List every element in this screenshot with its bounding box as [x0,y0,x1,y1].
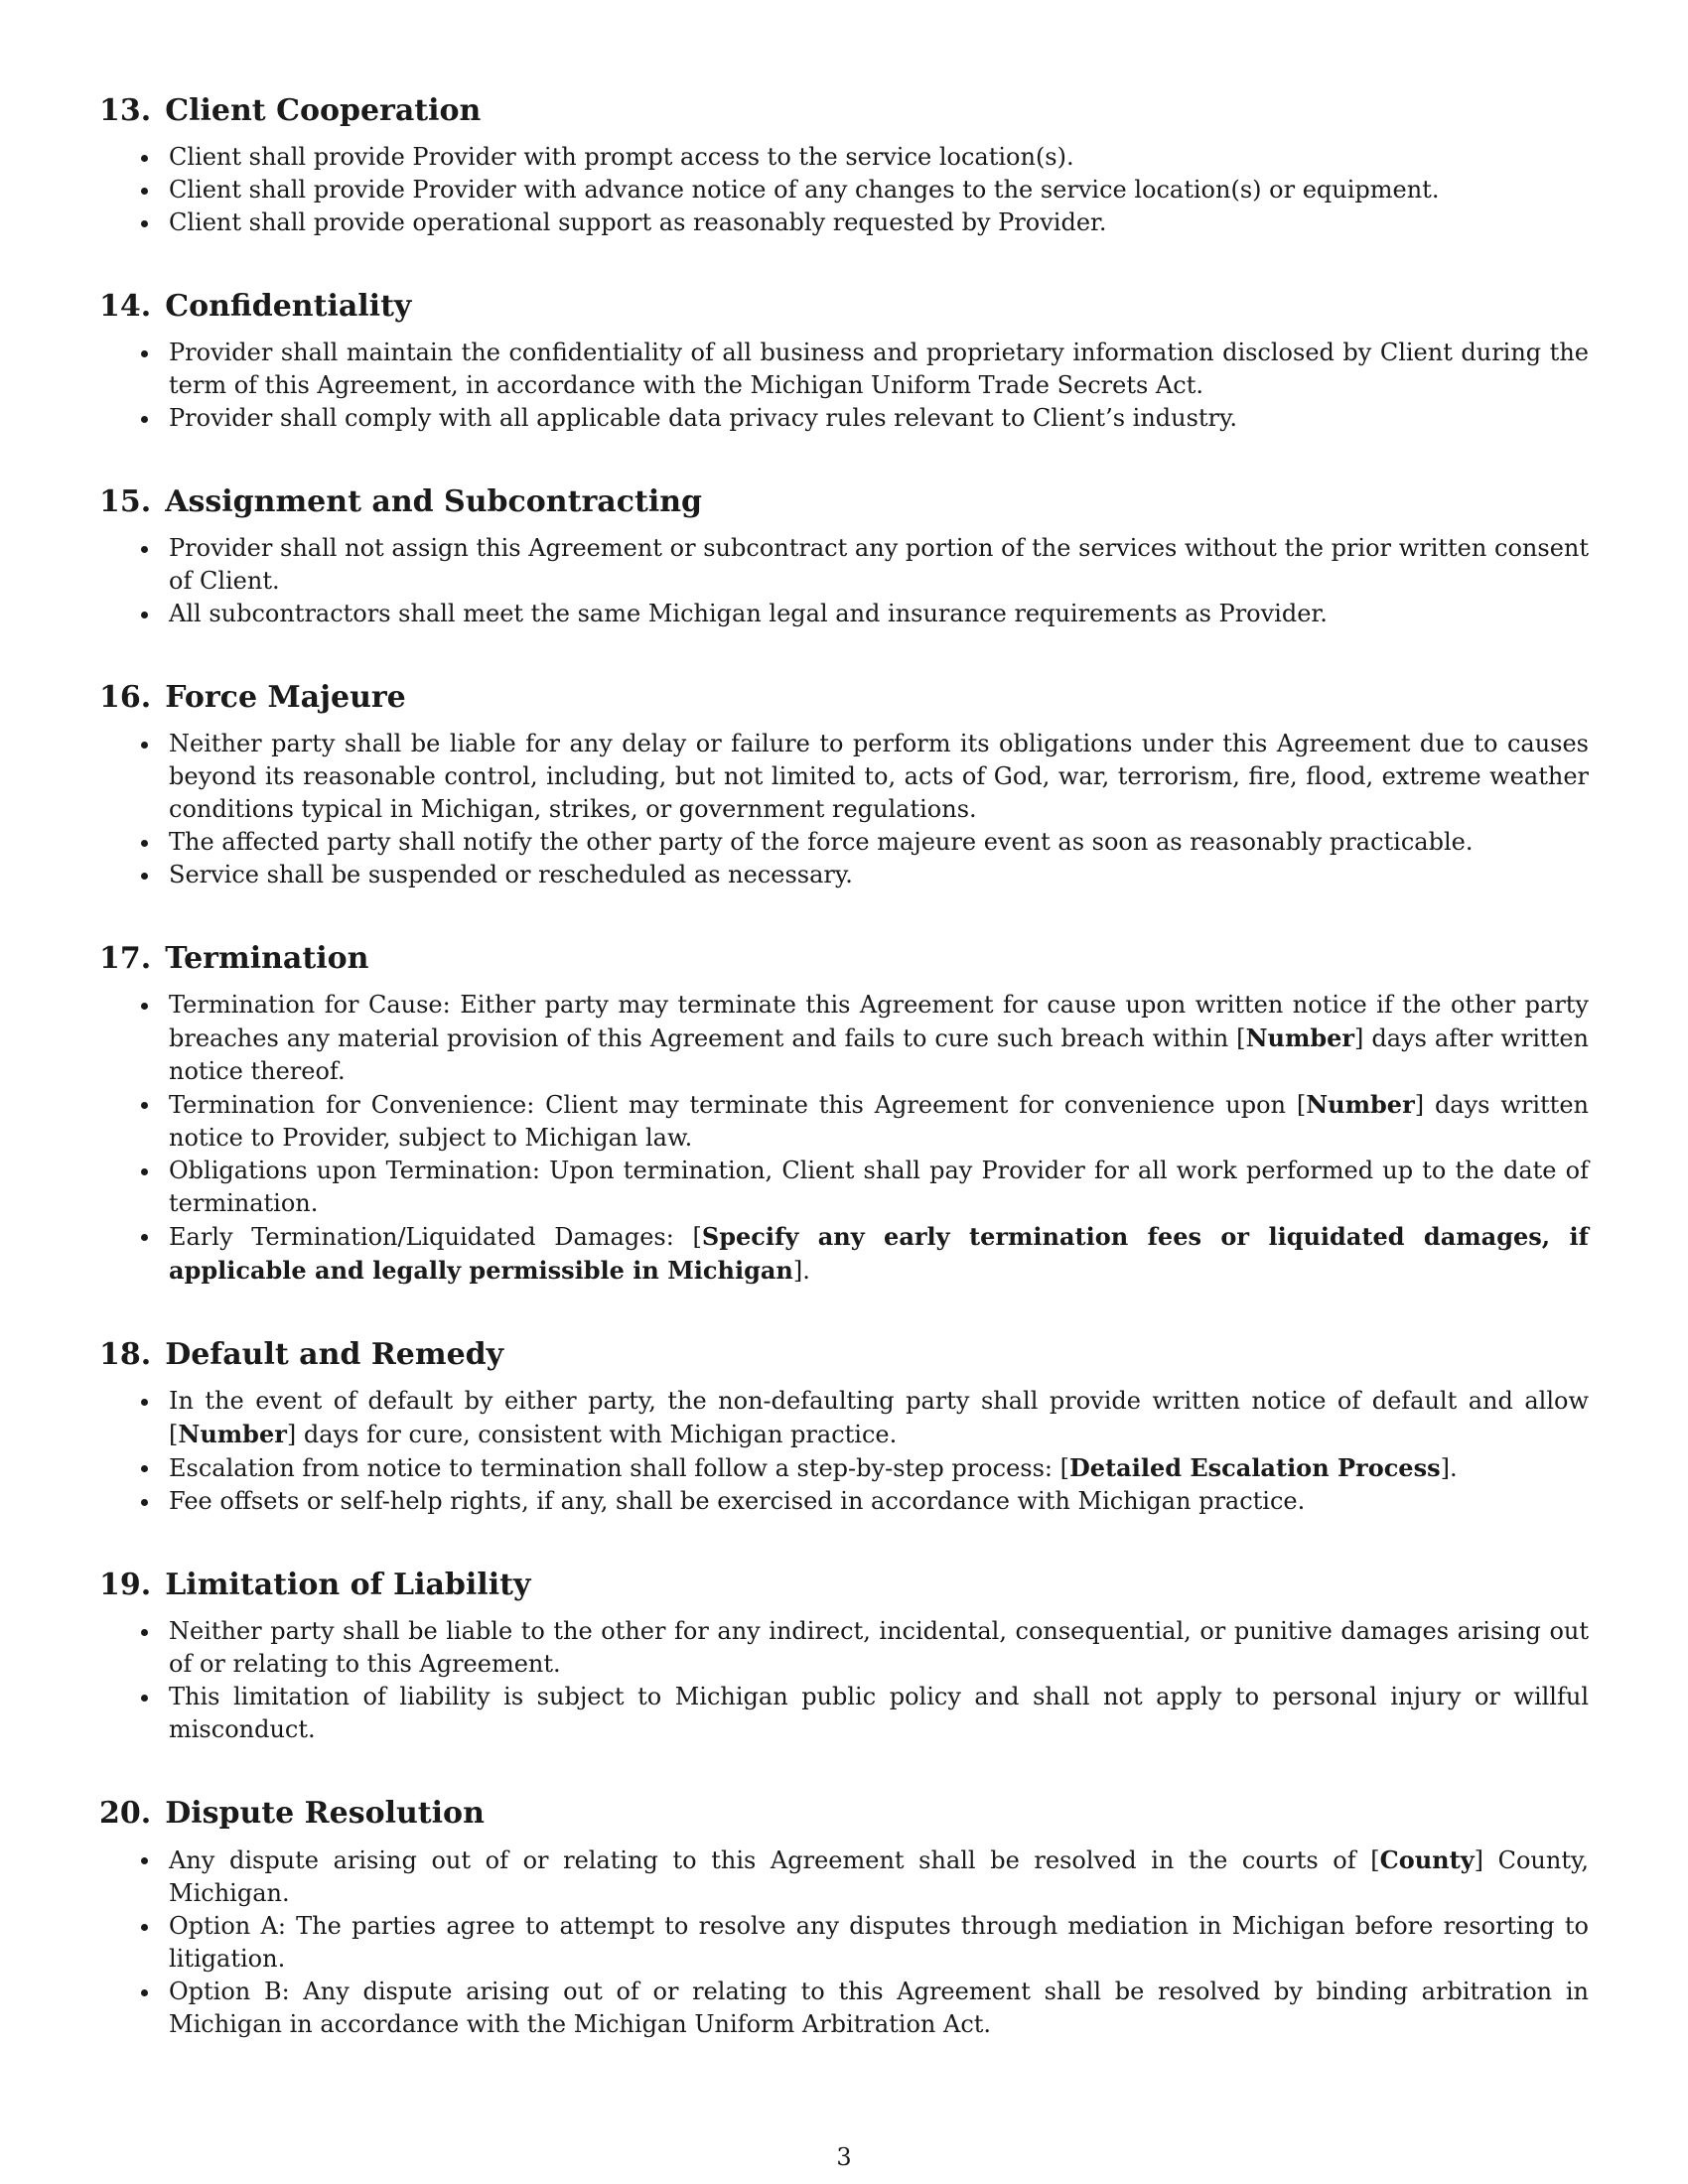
bullet-icon [141,1168,148,1175]
section-17 [99,939,1589,1288]
section-number: 19. [99,1568,152,1602]
placeholder-text: Detailed Escalation Process [1068,1453,1441,1482]
item-text: Provider shall comply with all applicable data privacy rules relevant to Client’s industry. [169,404,1238,432]
section-13 [99,91,1589,239]
section-heading [99,287,1589,327]
list-item [99,174,1589,206]
bullet-icon [141,1399,148,1406]
bullet-icon [141,1989,148,1996]
list-item [99,1155,1589,1220]
list-item [99,1681,1589,1746]
placeholder-text: Number [1245,1024,1355,1052]
list-item [99,826,1589,859]
list-item [99,337,1589,402]
section-title: Default and Remedy [165,1337,504,1372]
bullet-icon [141,1003,148,1010]
list-item [99,598,1589,630]
section-heading [99,91,1589,131]
page-number: 3 [836,2143,852,2171]
section-number: 15. [99,484,152,519]
item-text: Termination for Convenience: Client may terminate this Agreement for convenience upon [ [169,1091,1307,1119]
bullet-icon [141,1102,148,1109]
item-text: ]. [1440,1454,1458,1482]
bullet-icon [141,840,148,847]
bullet-icon [141,188,148,195]
section-title: Confidentiality [165,289,412,324]
list-item [99,1451,1589,1485]
bullet-list [99,337,1589,435]
section-number: 20. [99,1796,152,1831]
bullet-list [99,1615,1589,1746]
item-text: Client shall provide Provider with prompt access to the service location(s). [169,143,1074,171]
list-item [99,1615,1589,1681]
bullet-icon [141,1234,148,1241]
list-item [99,859,1589,891]
item-text: Client shall provide operational support as reasonably requested by Provider. [169,208,1107,236]
item-text: Provider shall not assign this Agreement or subcontract any portion of the services without the prior written consent of Client. [169,534,1589,595]
list-item [99,1843,1589,1910]
bullet-list [99,141,1589,239]
bullet-icon [141,1924,148,1931]
document-page [99,91,1589,2089]
section-title: Termination [165,941,369,976]
item-text: In the event of default by either party, the non-defaulting party shall provide written notice of default and allow [ [169,1387,1589,1448]
item-text: Early Termination/Liquidated Damages: [ [169,1223,702,1251]
item-text: This limitation of liability is subject to Michigan public policy and shall not apply to personal injury or willful misconduct. [169,1683,1589,1743]
bullet-list [99,989,1589,1288]
bullet-list [99,532,1589,630]
list-item [99,989,1589,1088]
item-text: The affected party shall notify the other party of the force majeure event as soon as reasonably practicable. [169,828,1474,856]
item-text: Termination for Cause: Either party may terminate this Agreement for cause upon written notice if the other party breaches any material provision of this Agreement and fails to cure such breach within [ [169,991,1589,1052]
item-text: Provider shall maintain the confidentiality of all business and proprietary information disclosed by Client during the term of this Agreement, in accordance with the Michigan Uniform Trade Secrets Act. [169,339,1589,399]
list-item [99,532,1589,598]
section-number: 13. [99,93,152,128]
section-title: Dispute Resolution [165,1796,485,1831]
placeholder-text: Number [178,1420,287,1448]
item-text: ] days written notice to Provider, subject to Michigan law. [169,1091,1589,1152]
section-title: Limitation of Liability [165,1568,531,1602]
section-heading [99,1335,1589,1375]
bullet-list [99,1843,1589,2041]
list-item [99,1485,1589,1518]
bullet-icon [141,416,148,423]
placeholder-text: County [1379,1845,1475,1874]
item-text: ]. [792,1257,810,1285]
list-item [99,1910,1589,1976]
item-text: ] days for cure, consistent with Michigan practice. [286,1421,898,1448]
placeholder-text: Specify any early termination fees or liquidated damages, if applicable and legally permissible in Michigan [169,1222,1589,1285]
list-item [99,728,1589,826]
section-heading [99,482,1589,522]
list-item [99,141,1589,174]
bullet-icon [141,220,148,227]
item-text: Fee offsets or self-help rights, if any, shall be exercised in accordance with Michigan practice. [169,1487,1306,1515]
section-heading [99,1566,1589,1605]
item-text: Escalation from notice to termination shall follow a step-by-step process: [ [169,1454,1069,1482]
bullet-icon [141,350,148,357]
bullet-icon [141,155,148,162]
section-20 [99,1794,1589,2041]
item-text: Option B: Any dispute arising out of or relating to this Agreement shall be resolved by binding arbitration in Michigan in accordance with the Michigan Uniform Arbitration Act. [169,1978,1589,2038]
bullet-icon [141,873,148,880]
section-19 [99,1566,1589,1746]
item-text: ] County, Michigan. [169,1846,1589,1907]
section-number: 14. [99,289,152,324]
item-text: ] days after written notice thereof. [169,1024,1590,1085]
placeholder-text: Number [1306,1090,1415,1119]
item-text: Obligations upon Termination: Upon termination, Client shall pay Provider for all work performed up to the date of termination. [169,1157,1589,1217]
section-16 [99,678,1589,891]
section-title: Client Cooperation [165,93,482,128]
item-text: Service shall be suspended or rescheduled as necessary. [169,861,853,888]
section-18 [99,1335,1589,1518]
item-text: Neither party shall be liable for any delay or failure to perform its obligations under this Agreement due to causes beyond its reasonable control, including, but not limited to, acts of God, war, terrorism, fire, flood, extreme weather conditions typical in Michigan, strikes, or government regulations. [169,730,1589,823]
bullet-list [99,1385,1589,1518]
bullet-icon [141,1857,148,1864]
bullet-icon [141,546,148,553]
item-text: Any dispute arising out of or relating to this Agreement shall be resolved in the courts of [ [169,1846,1380,1874]
section-heading [99,939,1589,979]
list-item [99,1385,1589,1451]
bullet-icon [141,612,148,618]
section-number: 16. [99,680,152,715]
section-number: 17. [99,941,152,976]
item-text: Client shall provide Provider with advance notice of any changes to the service location(s) or equipment. [169,176,1440,204]
section-number: 18. [99,1337,152,1372]
bullet-list [99,728,1589,891]
bullet-icon [141,1629,148,1636]
section-14 [99,287,1589,435]
section-heading [99,678,1589,718]
bullet-icon [141,1695,148,1702]
list-item [99,1220,1589,1288]
section-15 [99,482,1589,630]
bullet-icon [141,742,148,749]
list-item [99,206,1589,239]
bullet-icon [141,1499,148,1506]
list-item [99,402,1589,435]
item-text: All subcontractors shall meet the same Michigan legal and insurance requirements as Provider. [169,600,1328,627]
bullet-icon [141,1465,148,1472]
section-title: Force Majeure [165,680,406,715]
section-heading [99,1794,1589,1834]
list-item [99,1088,1589,1155]
item-text: Neither party shall be liable to the other for any indirect, incidental, consequential, or punitive damages arising out of or relating to this Agreement. [169,1617,1589,1678]
section-title: Assignment and Subcontracting [165,484,703,519]
list-item [99,1976,1589,2041]
item-text: Option A: The parties agree to attempt to resolve any disputes through mediation in Michigan before resorting to litigation. [169,1912,1589,1973]
